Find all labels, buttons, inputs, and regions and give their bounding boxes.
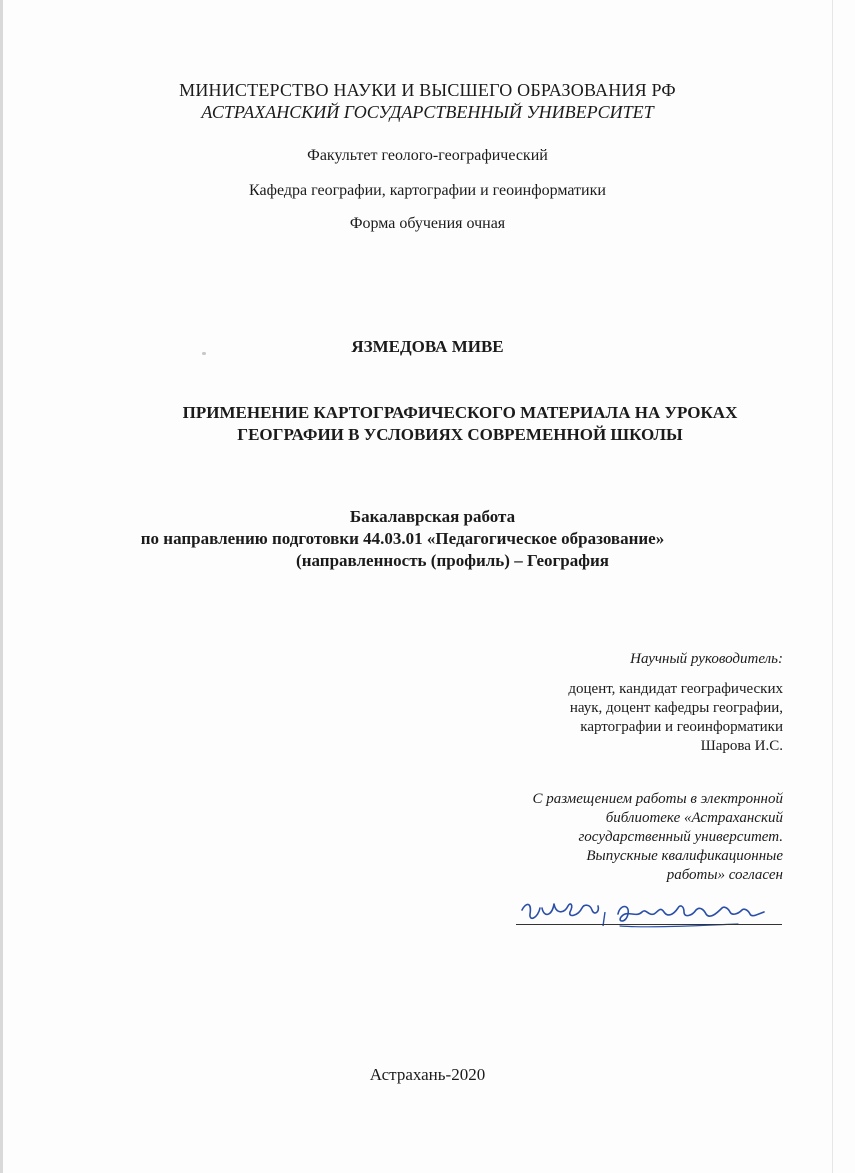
supervisor-line: наук, доцент кафедры географии, [569,700,783,716]
consent-block [532,790,783,885]
supervisor-name: Шарова И.С. [700,738,783,754]
signature-line [516,924,782,925]
work-type: Бакалаврская работа [349,507,516,526]
thesis-title-line-1: ПРИМЕНЕНИЕ КАРТОГРАФИЧЕСКОГО МАТЕРИАЛА НА УРОКАХ [182,403,738,422]
scan-edge-right [832,0,833,1173]
scan-edge-left [0,0,3,1173]
thesis-title-line-2: ГЕОГРАФИИ В УСЛОВИЯХ СОВРЕМЕННОЙ ШКОЛЫ [237,425,683,444]
study-form: Форма обучения очная [349,215,506,232]
city-year: Астрахань-2020 [369,1065,486,1084]
thesis-title [40,402,855,446]
faculty: Факультет геолого-географический [307,147,548,164]
consent-line: С размещением работы в электронной [532,791,783,807]
consent-line: библиотеке «Астраханский [605,810,783,826]
supervisor-line: картографии и геоинформатики [580,719,783,735]
ministry-name: МИНИСТЕРСТВО НАУКИ И ВЫСШЕГО ОБРАЗОВАНИЯ РФ [179,80,676,100]
consent-line: работы» согласен [666,867,783,883]
university-name: АСТРАХАНСКИЙ ГОСУДАРСТВЕННЫЙ УНИВЕРСИТЕТ [201,102,654,122]
department: Кафедра географии, картографии и геоинформатики [249,182,606,199]
supervisor-block [568,680,783,756]
handwritten-signature [508,892,794,934]
work-direction: по направлению подготовки 44.03.01 «Педагогическое образование» [140,529,665,548]
consent-line: Выпускные квалификационные [586,848,783,864]
author-name: ЯЗМЕДОВА МИВЕ [351,337,504,356]
supervisor-line: доцент, кандидат географических [568,681,783,697]
supervisor-label: Научный руководитель: [630,651,783,667]
consent-line: государственный университет. [578,829,783,845]
work-profile: (направленность (профиль) – География [296,551,609,570]
